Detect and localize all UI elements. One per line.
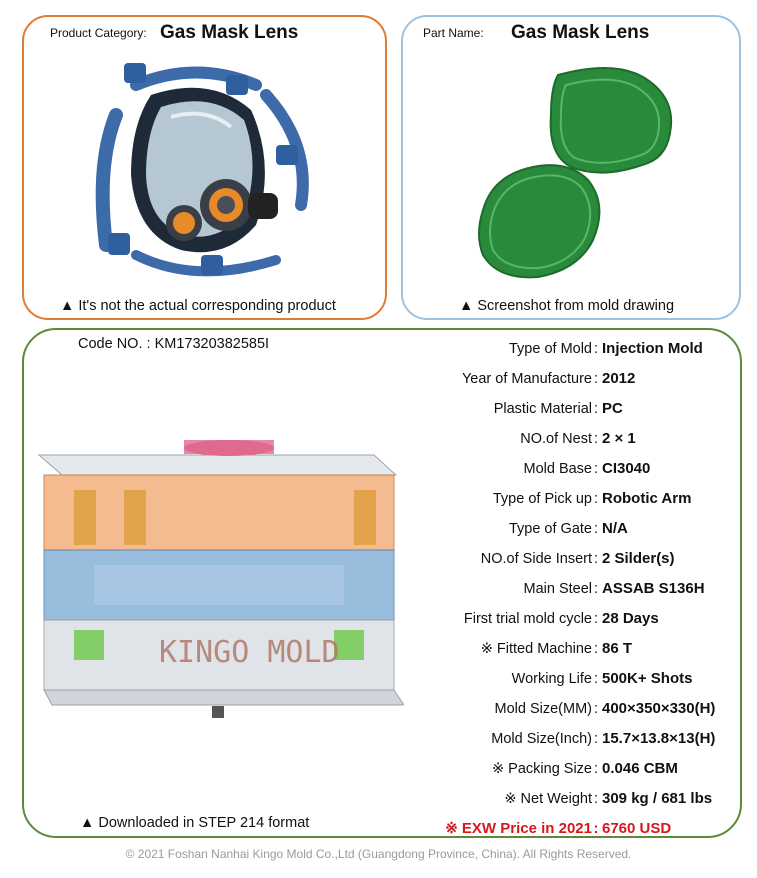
spec-label: Mold Size(MM) [494,701,592,717]
spec-separator: : [593,791,599,807]
spec-separator: : [593,401,599,417]
spec-row [402,784,732,814]
product-category-label: Product Category: [50,26,147,40]
spec-value: N/A [602,520,628,537]
spec-label: Type of Mold [508,341,592,357]
mold-spec-panel [22,328,742,838]
spec-label: First trial mold cycle [463,611,592,627]
spec-label: Working Life [511,671,592,687]
spec-label: Mold Base [523,461,592,477]
spec-label: Type of Pick up [492,491,592,507]
spec-value: 6760 USD [602,820,672,837]
spec-label: Type of Gate [508,521,592,537]
spec-separator: : [593,371,599,387]
spec-row [402,484,732,514]
spec-separator: : [593,671,599,687]
code-label: Code NO. : [78,336,151,352]
spec-row [402,544,732,574]
spec-row [402,334,732,364]
spec-label: Plastic Material [493,401,592,417]
spec-label: ※ EXW Price in 2021 [445,820,592,837]
spec-separator: : [593,761,599,777]
spec-value: 2 Silder(s) [602,550,675,567]
spec-separator: : [593,821,599,837]
render-caption: ▲ Downloaded in STEP 214 format [80,815,310,831]
lens-drawing-image [463,55,693,291]
product-category-value: Gas Mask Lens [160,22,299,43]
mold-3d-render [34,440,404,730]
part-name-panel [401,15,741,320]
spec-row [402,694,732,724]
spec-row [402,454,732,484]
gas-mask-image [76,55,336,291]
code-value: KM17320382585I [154,336,270,352]
part-name-value: Gas Mask Lens [511,22,650,43]
spec-separator: : [593,581,599,597]
spec-row [402,514,732,544]
spec-row-price [402,814,732,844]
spec-value: 500K+ Shots [602,670,693,687]
spec-separator: : [593,461,599,477]
spec-row [402,394,732,424]
spec-value: 15.7×13.8×13(H) [602,730,716,747]
part-name-caption: ▲ Screenshot from mold drawing [459,298,675,314]
kingo-mold-watermark: KINGO MOLD [159,635,340,670]
product-category-panel [22,15,387,320]
spec-separator: : [593,341,599,357]
spec-row [402,574,732,604]
spec-separator: : [593,731,599,747]
spec-separator: : [593,611,599,627]
spec-label: ※ Packing Size [492,761,592,777]
spec-separator: : [593,551,599,567]
spec-separator: : [593,491,599,507]
spec-separator: : [593,521,599,537]
spec-label: ※ Net Weight [504,791,592,807]
spec-value: 86 T [602,640,633,657]
spec-label: Year of Manufacture [461,371,592,387]
spec-row [402,424,732,454]
spec-row [402,724,732,754]
spec-value: Robotic Arm [602,490,692,507]
spec-value: 309 kg / 681 lbs [602,790,713,807]
spec-row [402,634,732,664]
spec-value: Injection Mold [602,340,703,357]
spec-value: ASSAB S136H [602,580,705,597]
spec-table [402,334,732,844]
spec-separator: : [593,701,599,717]
spec-value: 400×350×330(H) [602,700,716,717]
part-name-label: Part Name: [423,26,484,40]
spec-value: 0.046 CBM [602,760,678,777]
code-number [78,336,269,352]
product-category-caption: ▲ It's not the actual corresponding product [60,298,336,314]
spec-row [402,754,732,784]
spec-value: CI3040 [602,460,651,477]
spec-value: 2 × 1 [602,430,636,447]
copyright-footer: © 2021 Foshan Nanhai Kingo Mold Co.,Ltd (Guangdong Province, China). All Rights Reserved. [125,847,632,861]
spec-label: Mold Size(Inch) [491,731,592,747]
spec-row [402,364,732,394]
spec-label: NO.of Nest [520,431,592,447]
spec-value: 2012 [602,370,636,387]
spec-row [402,664,732,694]
spec-label: Main Steel [523,581,592,597]
spec-separator: : [593,431,599,447]
spec-label: NO.of Side Insert [480,551,592,567]
spec-value: 28 Days [602,610,659,627]
spec-value: PC [602,400,623,417]
spec-label: ※ Fitted Machine [480,641,592,657]
spec-row [402,604,732,634]
spec-separator: : [593,641,599,657]
